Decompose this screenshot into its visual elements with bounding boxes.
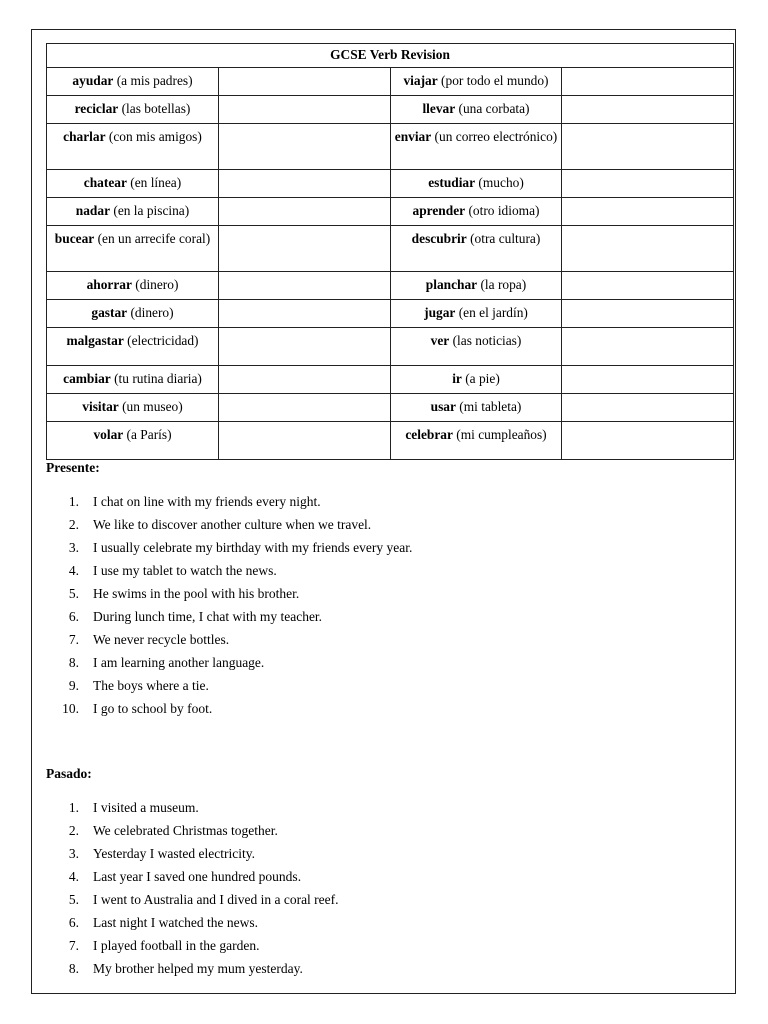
list-item — [46, 490, 412, 513]
left-verb-context: (en línea) — [126, 175, 182, 190]
right-verb-context: (mucho) — [475, 175, 524, 190]
right-verb-context: (mi tableta) — [455, 399, 522, 414]
sentence-text: The boys where a tie. — [93, 678, 209, 693]
table-row — [47, 366, 734, 394]
left-verb: volar — [93, 427, 124, 442]
left-verb-cell — [47, 272, 219, 300]
right-verb: celebrar — [405, 427, 453, 442]
right-verb-cell — [391, 198, 562, 226]
right-answer-cell[interactable] — [562, 226, 734, 272]
right-verb: jugar — [424, 305, 456, 320]
table-row — [47, 96, 734, 124]
right-verb-cell — [391, 366, 562, 394]
right-verb: descubrir — [411, 231, 467, 246]
list-number: 5. — [68, 892, 79, 907]
left-answer-cell[interactable] — [219, 272, 391, 300]
list-number: 4. — [68, 563, 79, 578]
sentence-text: Last night I watched the news. — [93, 915, 258, 930]
left-verb-context: (en un arrecife coral) — [94, 231, 211, 246]
right-verb-context: (mi cumpleaños) — [452, 427, 547, 442]
right-answer-cell[interactable] — [562, 422, 734, 460]
list-number: 8. — [68, 961, 79, 976]
right-verb-cell — [391, 422, 562, 460]
right-answer-cell[interactable] — [562, 366, 734, 394]
right-verb-context: (la ropa) — [477, 277, 527, 292]
sentence-text: Last year I saved one hundred pounds. — [93, 869, 302, 884]
list-number: 7. — [68, 938, 79, 953]
list-number: 7. — [68, 632, 79, 647]
sentence-text: I go to school by foot. — [93, 701, 213, 716]
sentence-text: I visited a museum. — [93, 800, 199, 815]
list-number: 1. — [68, 494, 79, 509]
table-row — [47, 394, 734, 422]
left-verb-cell — [47, 198, 219, 226]
right-verb: planchar — [425, 277, 478, 292]
sentence-text: Yesterday I wasted electricity. — [93, 846, 255, 861]
left-verb-context: (en la piscina) — [110, 203, 190, 218]
right-verb-cell — [391, 124, 562, 170]
table-row — [47, 124, 734, 170]
left-verb-context: (un museo) — [118, 399, 183, 414]
left-verb-cell — [47, 68, 219, 96]
right-answer-cell[interactable] — [562, 68, 734, 96]
list-number: 9. — [68, 678, 79, 693]
left-verb-cell — [47, 300, 219, 328]
left-verb-cell — [47, 96, 219, 124]
right-verb: enviar — [394, 129, 432, 144]
presente-list — [46, 490, 412, 720]
list-item — [46, 911, 339, 934]
right-verb-cell — [391, 394, 562, 422]
sentence-text: We like to discover another culture when we travel. — [93, 517, 372, 532]
table-row — [47, 328, 734, 366]
right-verb: viajar — [403, 73, 438, 88]
presente-heading: Presente: — [46, 460, 100, 475]
left-answer-cell[interactable] — [219, 96, 391, 124]
list-item — [46, 888, 339, 911]
right-verb: aprender — [412, 203, 466, 218]
sentence-text: I chat on line with my friends every night. — [93, 494, 321, 509]
left-verb-context: (con mis amigos) — [105, 129, 202, 144]
right-verb-cell — [391, 96, 562, 124]
right-verb: ir — [452, 371, 462, 386]
left-verb: nadar — [75, 203, 111, 218]
list-item — [46, 842, 339, 865]
list-item — [46, 865, 339, 888]
list-number: 5. — [68, 586, 79, 601]
left-verb-cell — [47, 124, 219, 170]
list-item — [46, 628, 412, 651]
right-answer-cell[interactable] — [562, 328, 734, 366]
right-answer-cell[interactable] — [562, 96, 734, 124]
right-verb-context: (una corbata) — [455, 101, 530, 116]
right-answer-cell[interactable] — [562, 198, 734, 226]
sentence-text: We celebrated Christmas together. — [93, 823, 278, 838]
left-verb-cell — [47, 394, 219, 422]
left-answer-cell[interactable] — [219, 366, 391, 394]
table-row — [47, 170, 734, 198]
right-verb-context: (a pie) — [461, 371, 500, 386]
table-row — [47, 226, 734, 272]
left-verb-cell — [47, 422, 219, 460]
right-verb-cell — [391, 68, 562, 96]
list-item — [46, 536, 412, 559]
list-number: 10. — [62, 701, 79, 716]
list-number: 3. — [68, 540, 79, 555]
left-verb: gastar — [91, 305, 128, 320]
pasado-heading: Pasado: — [46, 766, 92, 781]
left-verb: charlar — [63, 129, 106, 144]
left-verb: reciclar — [74, 101, 119, 116]
right-answer-cell[interactable] — [562, 272, 734, 300]
right-answer-cell[interactable] — [562, 394, 734, 422]
list-item — [46, 674, 412, 697]
table-row — [47, 68, 734, 96]
list-number: 4. — [68, 869, 79, 884]
sentence-text: I am learning another language. — [93, 655, 265, 670]
left-verb: cambiar — [63, 371, 111, 386]
list-number: 3. — [68, 846, 79, 861]
sentence-text: We never recycle bottles. — [93, 632, 230, 647]
right-answer-cell[interactable] — [562, 170, 734, 198]
pasado-list — [46, 796, 339, 980]
list-number: 2. — [68, 517, 79, 532]
list-item — [46, 819, 339, 842]
list-number: 2. — [68, 823, 79, 838]
right-answer-cell[interactable] — [562, 300, 734, 328]
right-verb-cell — [391, 170, 562, 198]
left-verb: ayudar — [72, 73, 114, 88]
right-verb-cell — [391, 300, 562, 328]
right-verb-context: (otra cultura) — [466, 231, 541, 246]
left-verb: ahorrar — [86, 277, 132, 292]
left-verb: malgastar — [66, 333, 124, 348]
table-row — [47, 422, 734, 460]
right-verb-cell — [391, 272, 562, 300]
list-item — [46, 934, 339, 957]
list-number: 1. — [68, 800, 79, 815]
left-verb: chatear — [83, 175, 127, 190]
right-verb-context: (un correo electrónico) — [431, 129, 558, 144]
left-verb-context: (tu rutina diaria) — [110, 371, 202, 386]
left-verb-context: (las botellas) — [118, 101, 191, 116]
list-number: 6. — [68, 915, 79, 930]
right-verb-cell — [391, 226, 562, 272]
left-verb-context: (dinero) — [127, 305, 174, 320]
left-verb: visitar — [82, 399, 119, 414]
table-row — [47, 300, 734, 328]
left-answer-cell[interactable] — [219, 328, 391, 366]
list-item — [46, 582, 412, 605]
verb-table — [46, 43, 734, 460]
right-verb: llevar — [422, 101, 456, 116]
list-item — [46, 651, 412, 674]
sentence-text: During lunch time, I chat with my teacher. — [93, 609, 323, 624]
left-answer-cell[interactable] — [219, 300, 391, 328]
right-verb: estudiar — [428, 175, 476, 190]
right-answer-cell[interactable] — [562, 124, 734, 170]
list-item — [46, 957, 339, 980]
left-verb-cell — [47, 226, 219, 272]
right-verb: ver — [430, 333, 450, 348]
left-verb-context: (a París) — [123, 427, 172, 442]
left-answer-cell[interactable] — [219, 226, 391, 272]
list-item — [46, 796, 339, 819]
sentence-text: I use my tablet to watch the news. — [93, 563, 277, 578]
left-verb-cell — [47, 328, 219, 366]
left-verb-context: (a mis padres) — [113, 73, 193, 88]
right-verb: usar — [430, 399, 456, 414]
left-answer-cell[interactable] — [219, 68, 391, 96]
list-number: 8. — [68, 655, 79, 670]
sentence-text: I played football in the garden. — [93, 938, 260, 953]
right-verb-context: (en el jardín) — [455, 305, 528, 320]
table-title: GCSE Verb Revision — [47, 44, 734, 68]
sentence-text: My brother helped my mum yesterday. — [93, 961, 303, 976]
right-verb-context: (las noticias) — [449, 333, 522, 348]
left-answer-cell[interactable] — [219, 124, 391, 170]
left-verb-context: (dinero) — [131, 277, 179, 292]
left-verb: bucear — [54, 231, 95, 246]
sentence-text: I usually celebrate my birthday with my friends every year. — [93, 540, 413, 555]
list-item — [46, 605, 412, 628]
left-verb-cell — [47, 366, 219, 394]
right-verb-context: (otro idioma) — [465, 203, 540, 218]
sentence-text: He swims in the pool with his brother. — [93, 586, 300, 601]
left-answer-cell[interactable] — [219, 394, 391, 422]
left-verb-cell — [47, 170, 219, 198]
right-verb-context: (por todo el mundo) — [437, 73, 549, 88]
left-verb-context: (electricidad) — [123, 333, 199, 348]
left-answer-cell[interactable] — [219, 198, 391, 226]
list-item — [46, 697, 412, 720]
right-verb-cell — [391, 328, 562, 366]
list-number: 6. — [68, 609, 79, 624]
list-item — [46, 559, 412, 582]
left-answer-cell[interactable] — [219, 170, 391, 198]
left-answer-cell[interactable] — [219, 422, 391, 460]
table-row — [47, 198, 734, 226]
sentence-text: I went to Australia and I dived in a coral reef. — [93, 892, 339, 907]
list-item — [46, 513, 412, 536]
table-row — [47, 272, 734, 300]
